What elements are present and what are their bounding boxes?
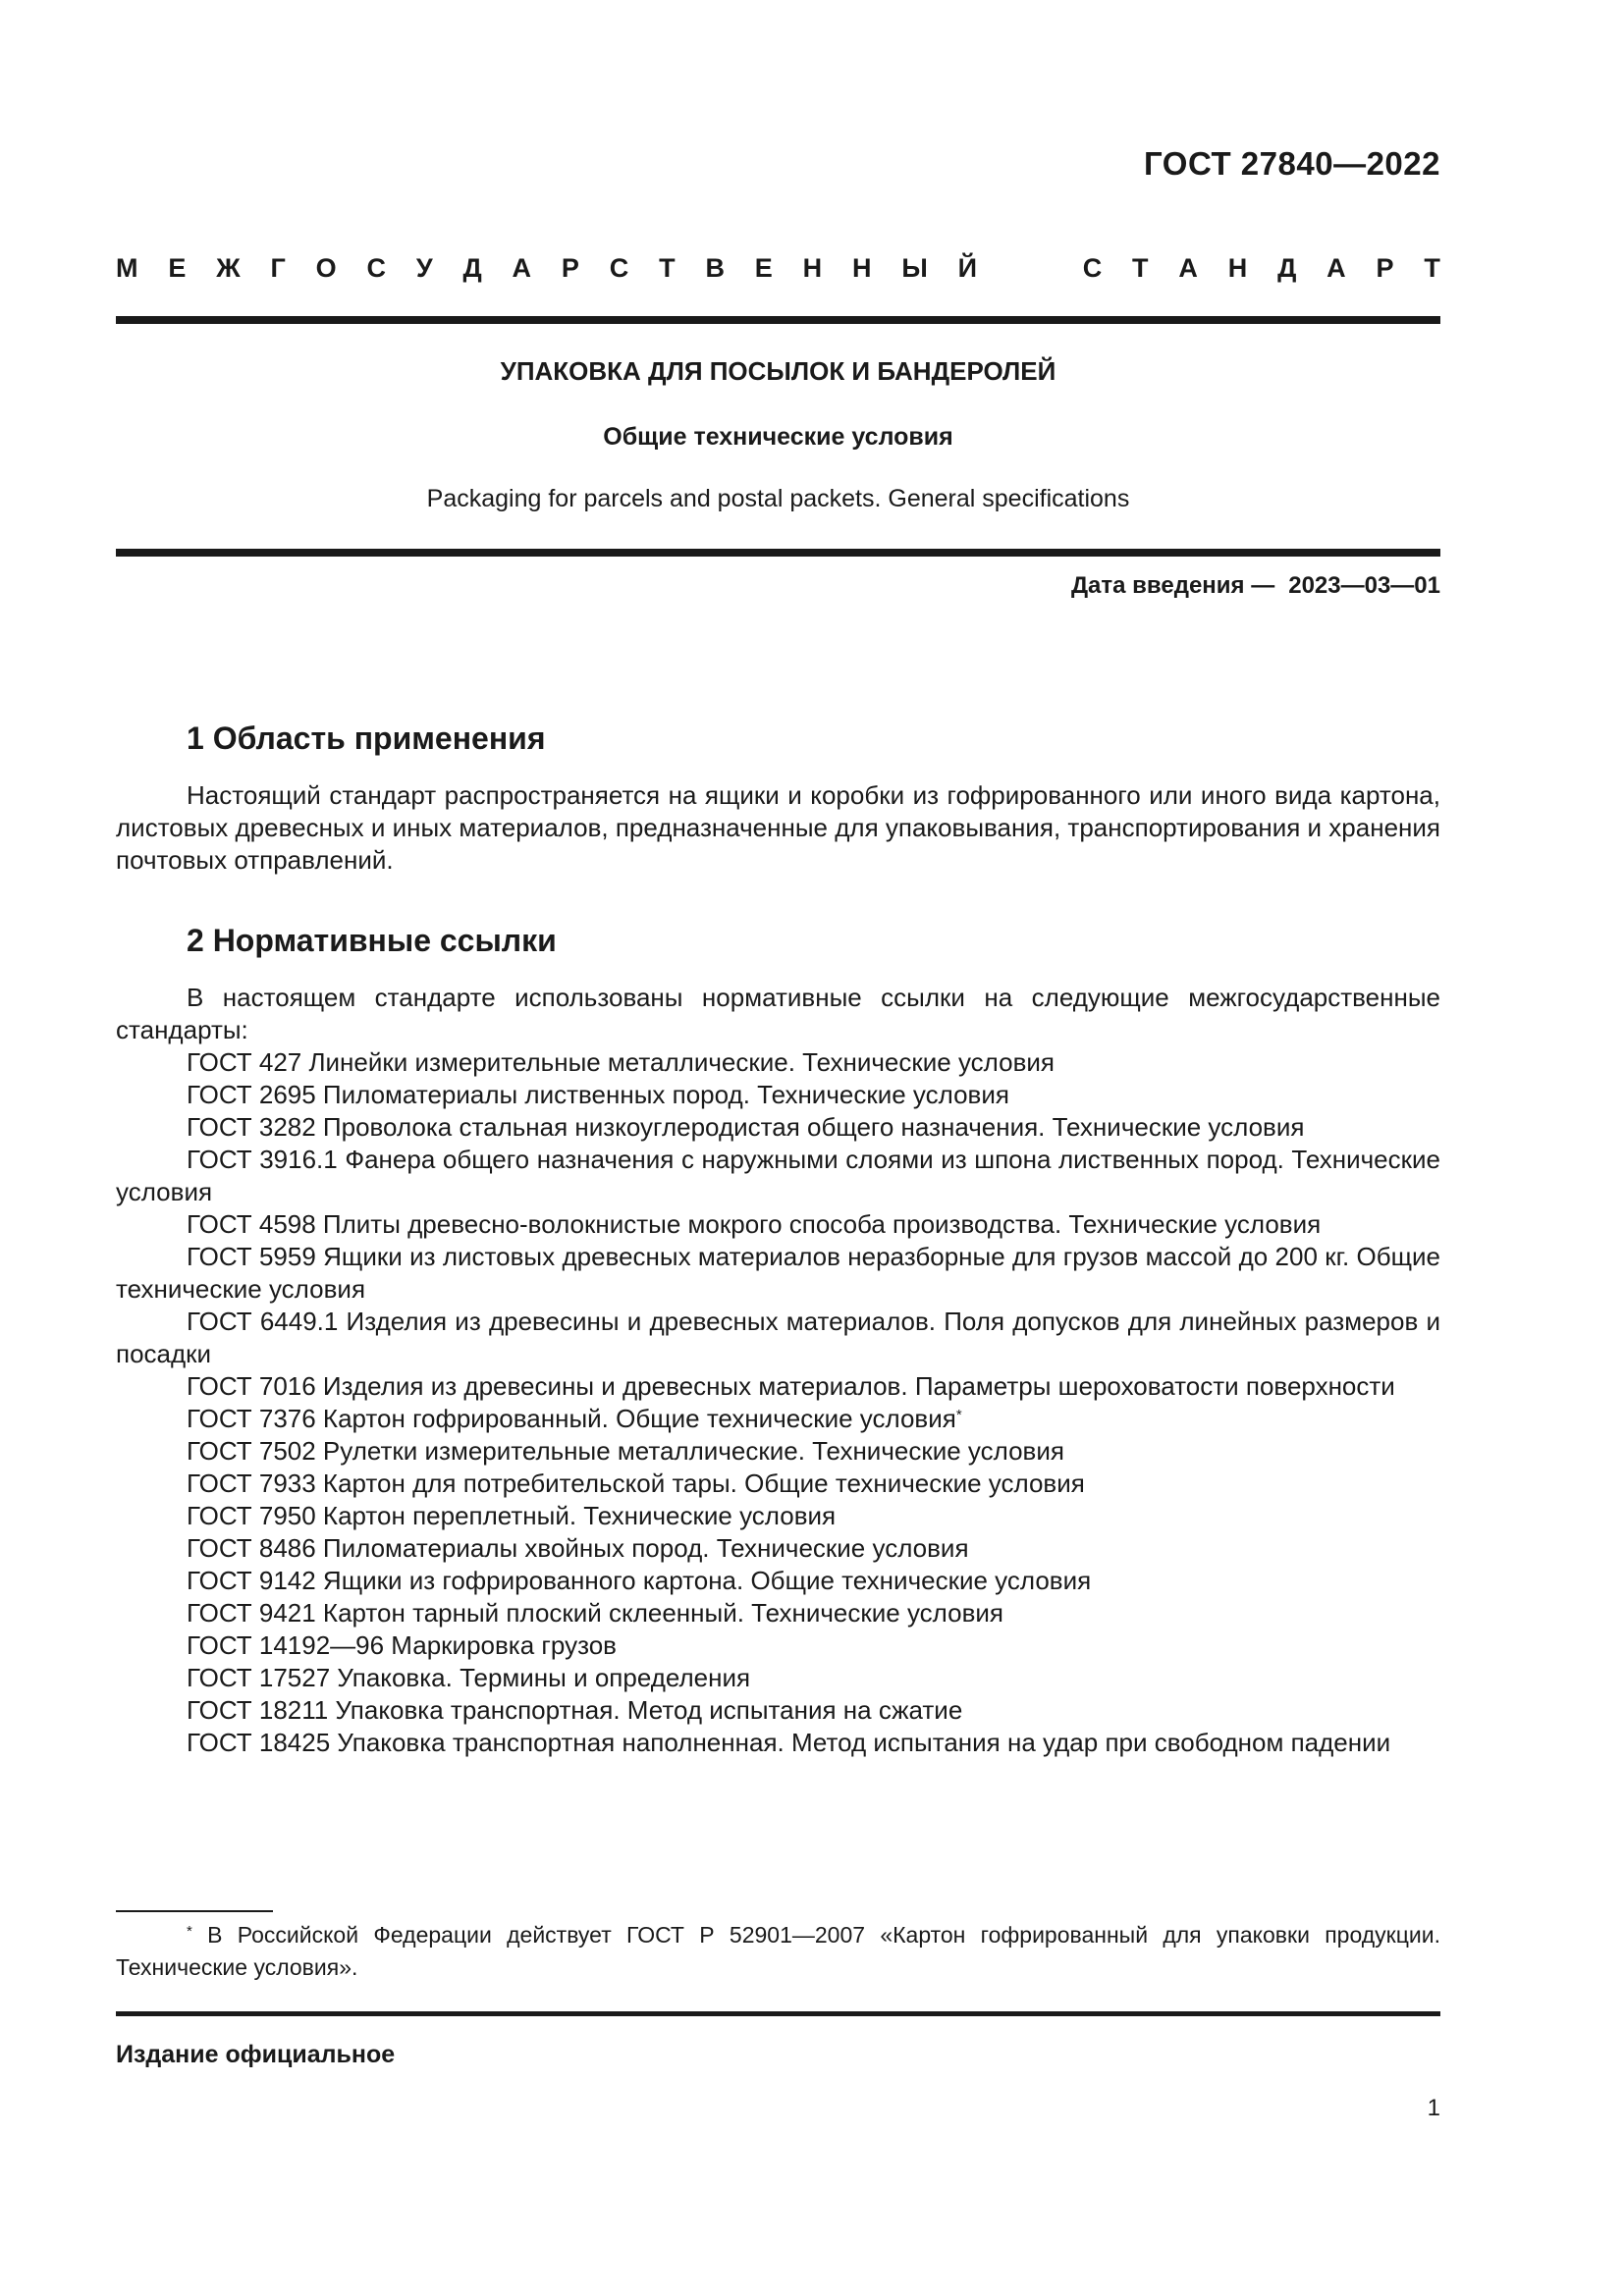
reference-item	[116, 1565, 1440, 1597]
footer-divider	[116, 2011, 1440, 2016]
banner-letter: Г	[270, 253, 286, 283]
reference-text: ГОСТ 17527 Упаковка. Термины и определения	[187, 1663, 751, 1692]
banner-letter: А	[1178, 253, 1198, 283]
interstate-standard-banner	[116, 253, 1440, 284]
reference-item	[116, 1597, 1440, 1629]
banner-letter: А	[512, 253, 532, 283]
banner-letter: У	[415, 253, 433, 283]
reference-item	[116, 1500, 1440, 1532]
reference-item	[116, 1662, 1440, 1694]
reference-item	[116, 1079, 1440, 1111]
reference-text: ГОСТ 2695 Пиломатериалы лиственных пород. Технические условия	[187, 1080, 1009, 1109]
banner-letter: Д	[462, 253, 482, 283]
reference-footnote-marker: *	[955, 1407, 962, 1423]
banner-letter: Р	[1376, 253, 1394, 283]
footnote-divider	[116, 1910, 273, 1912]
reference-text: ГОСТ 18211 Упаковка транспортная. Метод испытания на сжатие	[187, 1695, 963, 1725]
document-title: УПАКОВКА ДЛЯ ПОСЫЛОК И БАНДЕРОЛЕЙ	[500, 356, 1056, 386]
reference-item	[116, 1306, 1440, 1370]
document-title-english: Packaging for parcels and postal packets. General specifications	[426, 485, 1130, 512]
section-1-body	[116, 779, 1440, 877]
reference-text: ГОСТ 7016 Изделия из древесины и древесных материалов. Параметры шероховатости поверхности	[187, 1371, 1395, 1401]
section-2-intro: В настоящем стандарте использованы нормативные ссылки на следующие межгосударственные стандарты:	[116, 983, 1440, 1044]
banner-letter: Т	[1424, 253, 1440, 283]
reference-text: ГОСТ 9142 Ящики из гофрированного картона. Общие технические условия	[187, 1566, 1092, 1595]
introduction-date	[1071, 572, 1440, 600]
reference-text: ГОСТ 7950 Картон переплетный. Технические условия	[187, 1501, 837, 1530]
reference-text: ГОСТ 14192—96 Маркировка грузов	[187, 1630, 617, 1660]
banner-letter: Н	[1227, 253, 1248, 283]
reference-item	[116, 1241, 1440, 1306]
banner-letter: В	[705, 253, 725, 283]
footnote-text: В Российской Федерации действует ГОСТ Р 52901—2007 «Картон гофрированный для упаковки продукции. Технические условия».	[116, 1922, 1440, 1980]
banner-letter: Ы	[901, 253, 928, 283]
banner-word-gap	[1007, 253, 1053, 284]
reference-text: ГОСТ 9421 Картон тарный плоский склеенный. Технические условия	[187, 1598, 1004, 1628]
reference-text: ГОСТ 7376 Картон гофрированный. Общие технические условия	[187, 1404, 956, 1433]
reference-item	[116, 1532, 1440, 1565]
banner-letter: Ж	[216, 253, 241, 283]
banner-letter: С	[1082, 253, 1103, 283]
banner-letter: Р	[561, 253, 579, 283]
banner-letter: А	[1326, 253, 1346, 283]
section-1-heading: 1 Область применения	[187, 721, 546, 756]
banner-letter: С	[609, 253, 629, 283]
banner-letter: М	[116, 253, 138, 283]
reference-text: ГОСТ 6449.1 Изделия из древесины и древесных материалов. Поля допусков для линейных размеров и посадки	[116, 1307, 1440, 1368]
reference-item	[116, 1208, 1440, 1241]
banner-letter: Й	[957, 253, 978, 283]
reference-text: ГОСТ 427 Линейки измерительные металлические. Технические условия	[187, 1047, 1055, 1077]
document-number: ГОСТ 27840—2022	[1144, 145, 1440, 182]
edition-label: Издание официальное	[116, 2041, 396, 2068]
reference-item	[116, 1046, 1440, 1079]
reference-text: ГОСТ 7502 Рулетки измерительные металлические. Технические условия	[187, 1436, 1064, 1466]
section-2-body	[116, 982, 1440, 1759]
reference-text: ГОСТ 18425 Упаковка транспортная наполненная. Метод испытания на удар при свободном падении	[187, 1728, 1391, 1757]
reference-item	[116, 1629, 1440, 1662]
banner-letter: С	[366, 253, 386, 283]
banner-letter: Е	[754, 253, 773, 283]
reference-text: ГОСТ 5959 Ящики из листовых древесных материалов неразборные для грузов массой до 200 кг. Общие технические условия	[116, 1242, 1440, 1304]
reference-text: ГОСТ 3282 Проволока стальная низкоуглеродистая общего назначения. Технические условия	[187, 1112, 1305, 1142]
reference-item	[116, 1144, 1440, 1208]
reference-text: ГОСТ 7933 Картон для потребительской тары. Общие технические условия	[187, 1468, 1085, 1498]
reference-item	[116, 1468, 1440, 1500]
banner-letter: Н	[851, 253, 872, 283]
document-subtitle: Общие технические условия	[603, 423, 953, 451]
section-1-paragraph: Настоящий стандарт распространяется на ящики и коробки из гофрированного или иного вида картона, листовых древесных и иных материалов, предназначенные для упаковывания, транспортирования и хранения почтовых отправлений.	[116, 780, 1441, 875]
introduction-date-value: 2023—03—01	[1288, 572, 1440, 599]
header-divider	[116, 316, 1440, 324]
reference-text: ГОСТ 8486 Пиломатериалы хвойных пород. Технические условия	[187, 1533, 969, 1563]
reference-item	[116, 1694, 1440, 1727]
banner-letter: Т	[659, 253, 676, 283]
reference-item	[116, 1435, 1440, 1468]
reference-text: ГОСТ 4598 Плиты древесно-волокнистые мокрого способа производства. Технические условия	[187, 1209, 1322, 1239]
reference-text: ГОСТ 3916.1 Фанера общего назначения с наружными слоями из шпона лиственных пород. Технические условия	[116, 1145, 1440, 1206]
banner-letter: Т	[1132, 253, 1149, 283]
section-2-heading: 2 Нормативные ссылки	[187, 923, 557, 958]
banner-letter: О	[315, 253, 337, 283]
title-divider	[116, 549, 1440, 557]
banner-letter: Е	[168, 253, 187, 283]
footnote	[116, 1919, 1440, 1984]
introduction-date-label: Дата введения —	[1070, 572, 1275, 599]
reference-item	[116, 1727, 1440, 1759]
footnote-marker: *	[187, 1923, 192, 1940]
banner-letter: Д	[1277, 253, 1297, 283]
banner-letter: Н	[802, 253, 823, 283]
reference-item	[116, 1111, 1440, 1144]
normative-references-list	[116, 1046, 1440, 1759]
reference-item	[116, 1370, 1440, 1403]
page-number: 1	[1427, 2095, 1440, 2121]
reference-item	[116, 1403, 1440, 1435]
